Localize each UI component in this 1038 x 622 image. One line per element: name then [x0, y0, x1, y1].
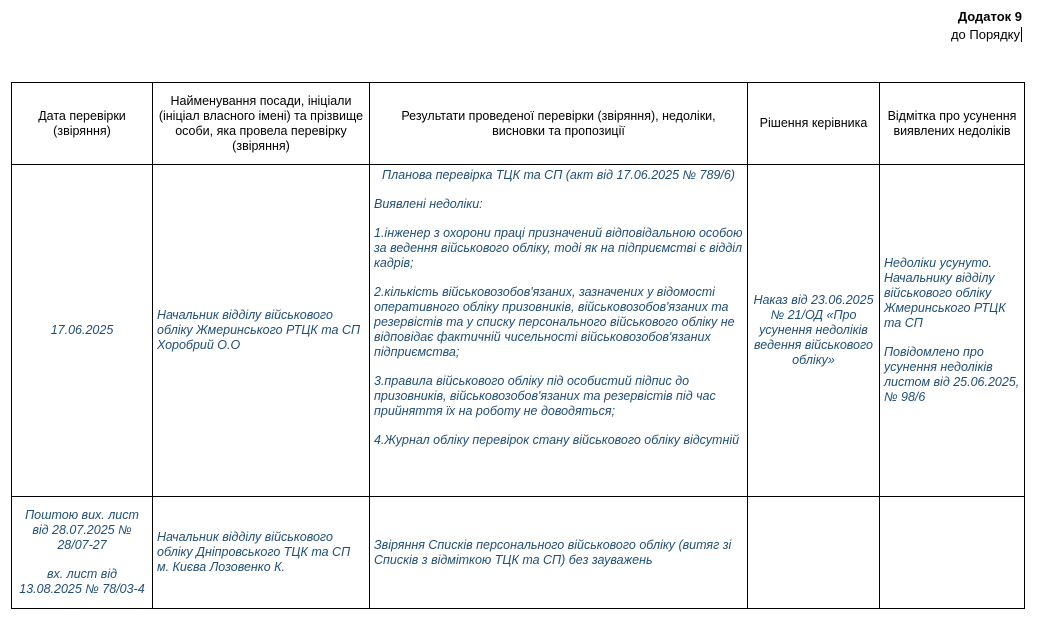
header-results: Результати проведеної перевірки (звіряння), недоліки, висновки та пропозиції [370, 83, 748, 165]
header-decision: Рішення керівника [748, 83, 880, 165]
appendix-title: Додаток 9 [957, 9, 1022, 24]
date-paragraph-2: вх. лист від 13.08.2025 № 78/03-4 [19, 567, 145, 596]
results-item-2: 2.кількість військовозобов'язаних, зазначених у відомості оперативного обліку призовників, військовозобов'язаних та резервістів та у списку персонального військового обліку не відповідає фактичній чисельності військовозобов'язаних підприємства; [374, 285, 735, 359]
cell-inspector[interactable]: Начальник відділу військового обліку Дніпровського ТЦК та СП м. Києва Лозовенко К. [153, 497, 370, 609]
header-mark: Відмітка про усунення виявлених недоліків [880, 83, 1025, 165]
results-item-4: 4.Журнал обліку перевірок стану військового обліку відсутній [374, 433, 740, 447]
cell-mark[interactable] [880, 497, 1025, 609]
cell-mark[interactable] [880, 165, 1025, 497]
cell-decision[interactable] [748, 497, 880, 609]
cell-date[interactable]: 17.06.2025 [12, 165, 153, 497]
cell-inspector[interactable]: Начальник відділу військового обліку Жмеринського РТЦК та СП Хоробрий О.О [153, 165, 370, 497]
header-inspector: Найменування посади, ініціали (ініціал власного імені) та прізвище особи, яка провела перевірку (звіряння) [153, 83, 370, 165]
results-item-1: 1.інженер з охорони праці призначений відповідальною особою за ведення військового обліку, тоді як на підприємстві є відділ кадрів; [374, 226, 743, 270]
results-title: Планова перевірка ТЦК та СП (акт від 17.06.2025 № 789/6) [382, 168, 735, 182]
header-date: Дата перевірки (звіряння) [12, 83, 153, 165]
mark-paragraph-1: Недоліки усунуто. Начальнику відділу військового обліку Жмеринського РТЦК та СП [884, 256, 1006, 330]
table-header-row [12, 83, 1025, 165]
results-found-label: Виявлені недоліки: [374, 197, 483, 211]
cell-decision[interactable]: Наказ від 23.06.2025 № 21/ОД «Про усунення недоліків ведення військового обліку» [748, 165, 880, 497]
date-paragraph-1: Поштою вих. лист від 28.07.2025 № 28/07-27 [25, 508, 139, 552]
cell-results[interactable] [370, 165, 748, 497]
results-item-3: 3.правила військового обліку під особистий підпис до призовників, військовозобов'язаних та резервістів під час прийняття їх на роботу не доводяться; [374, 374, 716, 418]
cell-date[interactable] [12, 497, 153, 609]
table-row [12, 165, 1025, 497]
inspection-journal-table [11, 82, 1025, 609]
appendix-subtitle: до Порядку [950, 27, 1020, 42]
mark-paragraph-2: Повідомлено про усунення недоліків листом від 25.06.2025, № 98/6 [884, 345, 1020, 404]
table-row [12, 497, 1025, 609]
appendix-header [951, 8, 1022, 44]
cell-results[interactable]: Звіряння Списків персонального військового обліку (витяг зі Списків з відміткою ТЦК та СП) без зауважень [370, 497, 748, 609]
